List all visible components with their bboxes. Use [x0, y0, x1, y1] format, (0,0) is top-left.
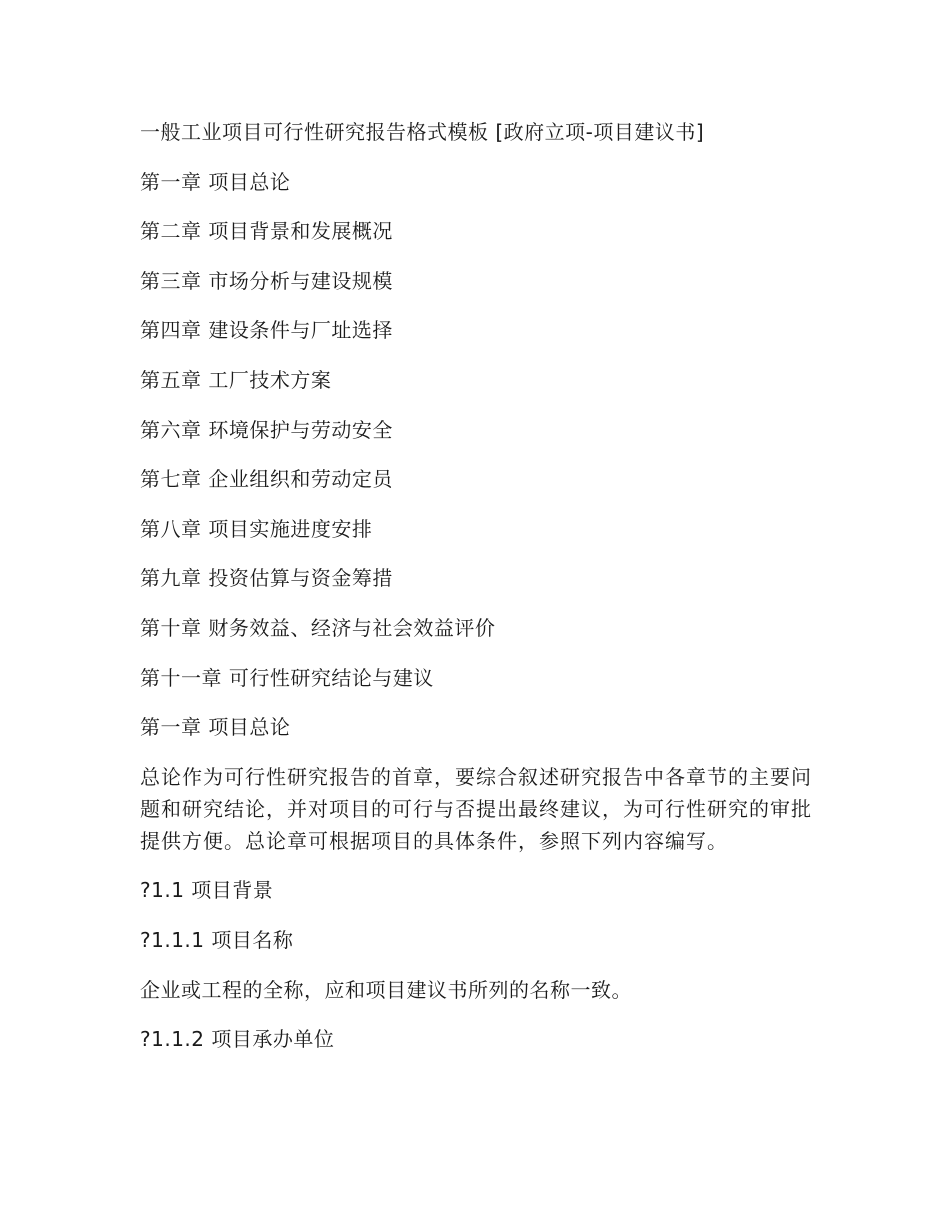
chapter-intro-paragraph: 总论作为可行性研究报告的首章，要综合叙述研究报告中各章节的主要问题和研究结论，并对项目的可行与否提出最终建议，为可行性研究的审批提供方便。总论章可根据项目的具体条件，参照下列内容编写。: [140, 764, 812, 853]
toc-item: 第七章 企业组织和劳动定员: [140, 467, 393, 492]
document-title: 一般工业项目可行性研究报告格式模板 [政府立项-项目建议书]: [140, 120, 705, 144]
section-heading-1-1: ?1.1 项目背景: [140, 878, 274, 903]
toc-item: 第二章 项目背景和发展概况: [140, 219, 393, 244]
toc-item: 第十一章 可行性研究结论与建议: [140, 665, 434, 690]
toc-item: 第五章 工厂技术方案: [140, 367, 332, 392]
toc-item: 第十章 财务效益、经济与社会效益评价: [140, 615, 496, 640]
section-heading-1-1-2: ?1.1.2 项目承办单位: [140, 1027, 335, 1052]
toc-item: 第三章 市场分析与建设规模: [140, 268, 393, 293]
toc-item: 第六章 环境保护与劳动安全: [140, 417, 393, 442]
toc-item: 第八章 项目实施进度安排: [140, 516, 373, 541]
chapter-heading: 第一章 项目总论: [140, 715, 291, 740]
toc-item: 第九章 投资估算与资金筹措: [140, 566, 393, 591]
toc-item: 第一章 项目总论: [140, 169, 291, 194]
table-of-contents: [140, 166, 820, 694]
section-body-1-1-1: 企业或工程的全称，应和项目建议书所列的名称一致。: [140, 977, 632, 1002]
section-heading-1-1-1: ?1.1.1 项目名称: [140, 927, 294, 952]
toc-item: 第四章 建设条件与厂址选择: [140, 318, 393, 343]
